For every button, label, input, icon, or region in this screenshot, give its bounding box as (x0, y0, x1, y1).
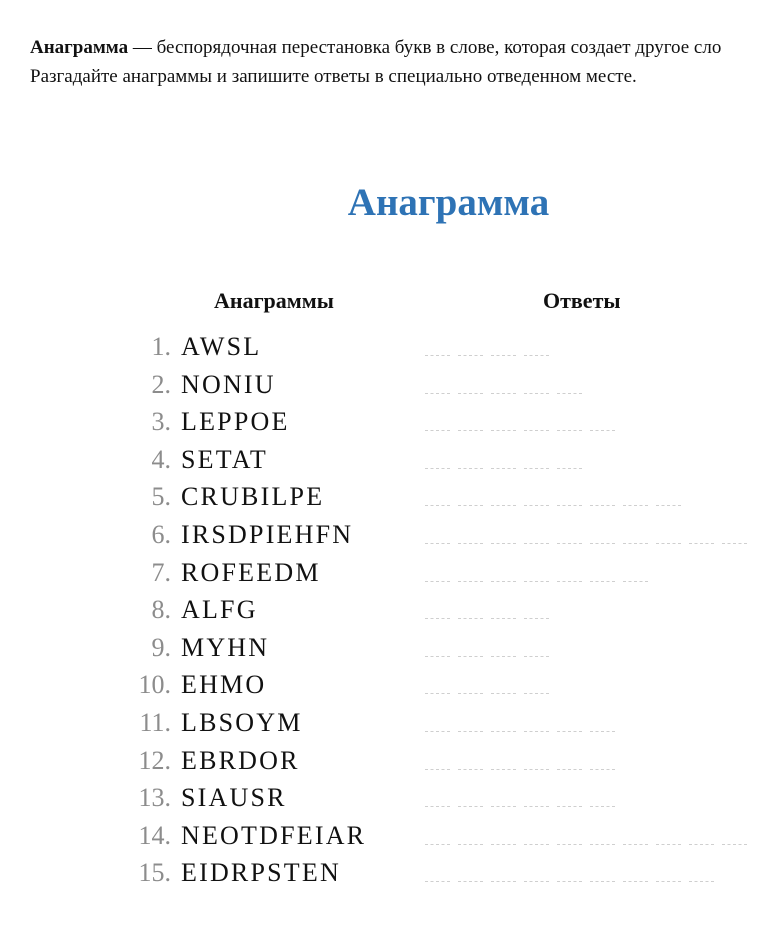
answer-field[interactable] (425, 693, 549, 695)
answer-letter-blank[interactable] (458, 844, 483, 845)
answer-letter-blank[interactable] (524, 430, 549, 431)
list-item (0, 443, 767, 479)
intro-term: Анаграмма (30, 37, 129, 58)
answer-letter-blank[interactable] (491, 731, 516, 732)
anagram-word: LBSOYM (181, 708, 303, 737)
answer-letter-blank[interactable] (491, 881, 516, 882)
list-item (0, 556, 767, 592)
answer-letter-blank[interactable] (425, 806, 450, 807)
answer-letter-blank[interactable] (425, 468, 450, 469)
answer-field[interactable] (425, 581, 648, 583)
answer-letter-blank[interactable] (491, 468, 516, 469)
answer-letter-blank[interactable] (656, 844, 681, 845)
answer-letter-blank[interactable] (590, 430, 615, 431)
item-number: 7. (151, 557, 171, 587)
answer-letter-blank[interactable] (491, 769, 516, 770)
answer-field[interactable] (425, 806, 615, 808)
item-number: 9. (151, 632, 171, 662)
answer-letter-blank[interactable] (524, 581, 549, 582)
answer-letter-blank[interactable] (524, 656, 549, 657)
answer-letter-blank[interactable] (557, 806, 582, 807)
answer-letter-blank[interactable] (590, 806, 615, 807)
answer-letter-blank[interactable] (557, 543, 582, 544)
answer-letter-blank[interactable] (689, 543, 714, 544)
answer-field[interactable] (425, 468, 582, 470)
answer-letter-blank[interactable] (656, 881, 681, 882)
item-number: 14. (138, 820, 171, 850)
list-item (0, 819, 767, 855)
answer-letter-blank[interactable] (425, 430, 450, 431)
anagram-word: EHMO (181, 670, 267, 700)
answer-letter-blank[interactable] (524, 618, 549, 619)
item-number: 15. (138, 858, 171, 888)
answer-letter-blank[interactable] (722, 844, 747, 845)
answer-letter-blank[interactable] (458, 806, 483, 807)
item-number: 8. (151, 595, 171, 625)
list-item (0, 668, 767, 704)
anagram-word: EIDRPSTEN (181, 858, 341, 888)
answer-letter-blank[interactable] (425, 731, 450, 732)
answer-letter-blank[interactable] (524, 468, 549, 469)
answer-letter-blank[interactable] (491, 693, 516, 694)
answer-letter-blank[interactable] (590, 581, 615, 582)
answer-letter-blank[interactable] (590, 505, 615, 506)
answer-letter-blank[interactable] (425, 581, 450, 582)
list-item (0, 593, 767, 629)
answer-letter-blank[interactable] (425, 618, 450, 619)
list-item (0, 368, 767, 404)
answer-letter-blank[interactable] (425, 393, 450, 394)
answer-letter-blank[interactable] (491, 393, 516, 394)
anagram-word: SETAT (181, 444, 268, 474)
list-item (0, 856, 767, 892)
answer-field[interactable] (425, 355, 549, 357)
answer-field[interactable] (425, 430, 615, 432)
answer-letter-blank[interactable] (524, 543, 549, 544)
answer-letter-blank[interactable] (425, 769, 450, 770)
anagram-word: LEPPOE (181, 407, 290, 437)
answer-letter-blank[interactable] (557, 430, 582, 431)
answer-field[interactable] (425, 731, 615, 733)
anagram-word: NONIU (181, 369, 276, 399)
answer-letter-blank[interactable] (491, 355, 516, 356)
intro-definition-line (30, 33, 767, 62)
list-item (0, 706, 767, 742)
list-item (0, 480, 767, 516)
answer-letter-blank[interactable] (557, 505, 582, 506)
anagram-word: ALFG (181, 595, 258, 625)
answer-letter-blank[interactable] (458, 693, 483, 694)
intro-text (30, 33, 767, 91)
answer-letter-blank[interactable] (491, 543, 516, 544)
answer-letter-blank[interactable] (689, 881, 714, 882)
anagram-word: SIAUSR (181, 783, 287, 813)
answer-letter-blank[interactable] (425, 505, 450, 506)
answer-letter-blank[interactable] (689, 844, 714, 845)
answer-letter-blank[interactable] (590, 881, 615, 882)
answer-letter-blank[interactable] (524, 881, 549, 882)
answer-letter-blank[interactable] (590, 731, 615, 732)
answer-field[interactable] (425, 618, 549, 620)
answer-letter-blank[interactable] (458, 618, 483, 619)
column-header-answers: Ответы (543, 288, 621, 313)
answer-letter-blank[interactable] (524, 393, 549, 394)
anagram-word: NEOTDFEIAR (181, 820, 367, 850)
answer-letter-blank[interactable] (458, 881, 483, 882)
answer-letter-blank[interactable] (458, 769, 483, 770)
answer-letter-blank[interactable] (524, 769, 549, 770)
list-item (0, 405, 767, 441)
answer-letter-blank[interactable] (491, 581, 516, 582)
answer-letter-blank[interactable] (458, 581, 483, 582)
item-number: 3. (151, 407, 171, 437)
answer-letter-blank[interactable] (524, 731, 549, 732)
answer-letter-blank[interactable] (524, 355, 549, 356)
answer-letter-blank[interactable] (491, 844, 516, 845)
answer-letter-blank[interactable] (656, 543, 681, 544)
answer-letter-blank[interactable] (458, 355, 483, 356)
answer-letter-blank[interactable] (425, 844, 450, 845)
answer-letter-blank[interactable] (557, 881, 582, 882)
answer-letter-blank[interactable] (590, 769, 615, 770)
answer-letter-blank[interactable] (623, 505, 648, 506)
answer-letter-blank[interactable] (590, 543, 615, 544)
item-number: 13. (138, 783, 171, 813)
item-number: 5. (151, 482, 171, 512)
anagram-word: IRSDPIEHFN (181, 520, 354, 549)
item-number: 12. (138, 745, 171, 775)
answer-letter-blank[interactable] (458, 505, 483, 506)
answer-field[interactable] (425, 844, 747, 846)
answer-field[interactable] (425, 656, 549, 658)
anagram-word: AWSL (181, 332, 262, 361)
page-title: Анаграмма (347, 181, 550, 224)
answer-letter-blank[interactable] (458, 468, 483, 469)
answer-field[interactable] (425, 769, 615, 771)
answer-letter-blank[interactable] (491, 618, 516, 619)
item-number: 11. (139, 708, 171, 737)
answer-letter-blank[interactable] (590, 844, 615, 845)
answer-letter-blank[interactable] (557, 393, 582, 394)
anagram-word: MYHN (181, 632, 270, 662)
answer-letter-blank[interactable] (722, 543, 747, 544)
answer-field[interactable] (425, 393, 582, 395)
intro-instruction: Разгадайте анаграммы и запишите ответы в специально отведенном месте. (30, 66, 637, 87)
list-item (0, 744, 767, 780)
answer-letter-blank[interactable] (458, 731, 483, 732)
answer-letter-blank[interactable] (623, 581, 648, 582)
answer-letter-blank[interactable] (623, 881, 648, 882)
answer-letter-blank[interactable] (491, 430, 516, 431)
answer-letter-blank[interactable] (425, 693, 450, 694)
answer-letter-blank[interactable] (425, 355, 450, 356)
answer-letter-blank[interactable] (557, 844, 582, 845)
answer-letter-blank[interactable] (524, 505, 549, 506)
anagram-word: ROFEEDM (181, 557, 321, 587)
column-header-anagrams: Анаграммы (214, 288, 334, 313)
item-number: 10. (138, 670, 171, 700)
intro-definition: — беспорядочная перестановка букв в слове, которая создает другое сло (128, 37, 722, 58)
item-number: 6. (151, 520, 171, 549)
list-item (0, 518, 767, 554)
item-number: 4. (151, 444, 171, 474)
answer-letter-blank[interactable] (458, 543, 483, 544)
answer-letter-blank[interactable] (425, 543, 450, 544)
answer-letter-blank[interactable] (524, 844, 549, 845)
anagram-word: CRUBILPE (181, 482, 325, 512)
item-number: 2. (151, 369, 171, 399)
answer-letter-blank[interactable] (425, 881, 450, 882)
item-number: 1. (151, 332, 171, 361)
list-item (0, 781, 767, 817)
answer-letter-blank[interactable] (458, 430, 483, 431)
answer-letter-blank[interactable] (557, 731, 582, 732)
answer-letter-blank[interactable] (425, 656, 450, 657)
answer-letter-blank[interactable] (524, 806, 549, 807)
answer-letter-blank[interactable] (623, 844, 648, 845)
answer-letter-blank[interactable] (557, 468, 582, 469)
answer-field[interactable] (425, 881, 714, 883)
answer-letter-blank[interactable] (458, 656, 483, 657)
answer-letter-blank[interactable] (557, 581, 582, 582)
answer-letter-blank[interactable] (656, 505, 681, 506)
anagram-word: EBRDOR (181, 745, 300, 775)
answer-letter-blank[interactable] (623, 543, 648, 544)
answer-letter-blank[interactable] (557, 769, 582, 770)
answer-field[interactable] (425, 543, 747, 545)
answer-letter-blank[interactable] (458, 393, 483, 394)
answer-letter-blank[interactable] (491, 505, 516, 506)
list-item (0, 631, 767, 667)
list-item (0, 330, 767, 366)
answer-letter-blank[interactable] (524, 693, 549, 694)
answer-field[interactable] (425, 505, 681, 507)
answer-letter-blank[interactable] (491, 656, 516, 657)
answer-letter-blank[interactable] (491, 806, 516, 807)
